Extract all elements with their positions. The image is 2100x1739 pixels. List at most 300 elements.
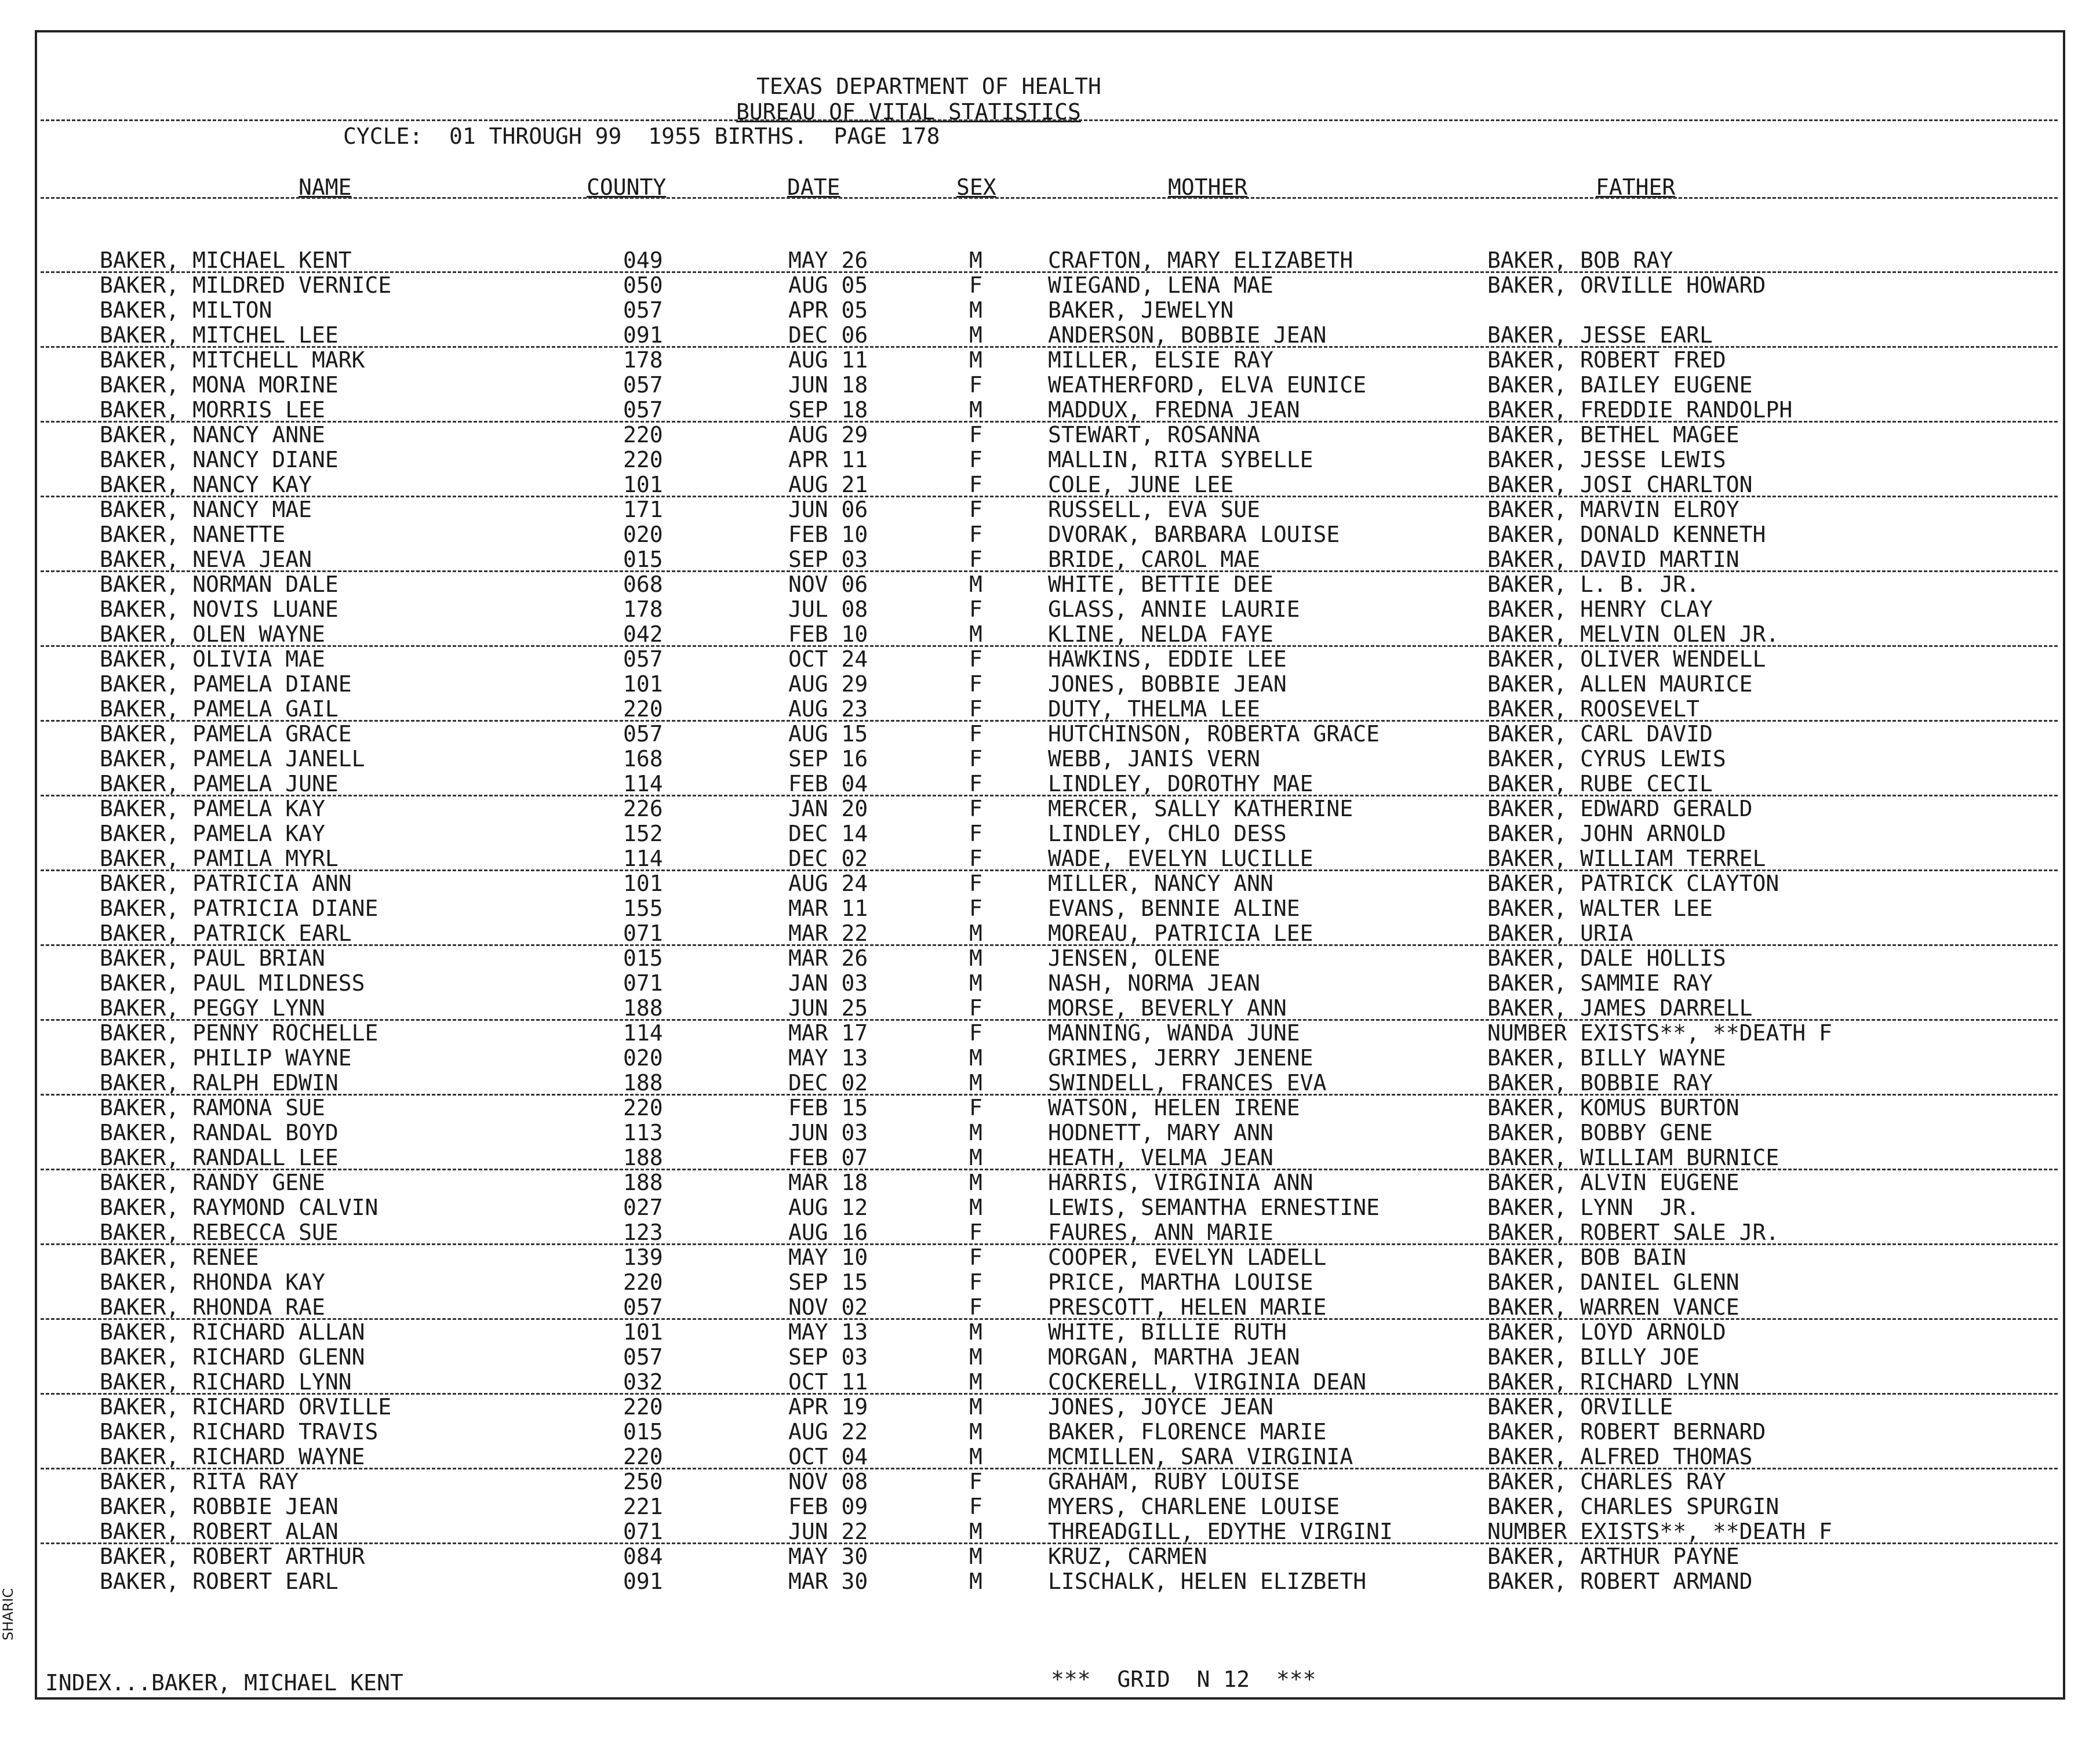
cell-name: BAKER, RHONDA RAE [100,1294,325,1320]
cell-father: BAKER, WILLIAM BURNICE [1487,1145,1779,1170]
cell-mother: MORSE, BEVERLY ANN [1048,995,1287,1021]
cell-father: BAKER, RICHARD LYNN [1487,1369,1739,1395]
table-row [0,1370,2100,1394]
cell-county: 084 [623,1544,663,1569]
cell-county: 015 [623,945,663,971]
header-rule [41,119,2058,121]
header-agency: TEXAS DEPARTMENT OF HEALTH [756,74,1101,99]
cell-father: BAKER, ORVILLE [1487,1394,1673,1420]
cell-mother: BAKER, FLORENCE MARIE [1048,1419,1327,1445]
cell-father: BAKER, ROOSEVELT [1487,696,1700,722]
table-row [0,1420,2100,1444]
cell-date: DEC 06 [788,322,868,348]
cell-name: BAKER, RALPH EDWIN [100,1070,339,1096]
cell-mother: WADE, EVELYN LUCILLE [1048,846,1313,871]
cell-date: FEB 09 [788,1494,868,1519]
cell-mother: BRIDE, CAROL MAE [1048,547,1261,572]
cell-father: BAKER, HENRY CLAY [1487,596,1713,622]
cell-sex: F [969,871,982,896]
table-row [0,971,2100,995]
cell-name: BAKER, REBECCA SUE [100,1220,339,1245]
cell-sex: M [969,1070,982,1096]
cell-mother: CRAFTON, MARY ELIZABETH [1048,248,1353,273]
cell-county: 220 [623,1444,663,1469]
cell-father: BAKER, ORVILLE HOWARD [1487,272,1766,298]
cell-name: BAKER, PAMELA GAIL [100,696,339,722]
cell-name: BAKER, ROBBIE JEAN [100,1494,339,1519]
cell-mother: LINDLEY, DOROTHY MAE [1048,771,1313,796]
cell-sex: F [969,995,982,1021]
cell-mother: JONES, JOYCE JEAN [1048,1394,1273,1420]
cell-county: 178 [623,347,663,373]
cell-date: FEB 10 [788,621,868,647]
col-header-sex: SEX [956,174,996,200]
cell-date: SEP 16 [788,746,868,772]
cell-father: BAKER, CHARLES SPURGIN [1487,1494,1779,1519]
cell-date: SEP 18 [788,397,868,423]
cell-name: BAKER, PAMILA MYRL [100,846,339,871]
cell-sex: F [969,1494,982,1519]
cell-name: BAKER, PAMELA KAY [100,796,325,821]
table-row [0,622,2100,646]
cell-date: MAY 13 [788,1319,868,1345]
cell-sex: M [969,297,982,323]
cell-mother: WEBB, JANIS VERN [1048,746,1261,772]
cell-sex: F [969,1020,982,1046]
side-stamp: SHARIC [0,1588,16,1640]
cell-mother: EVANS, BENNIE ALINE [1048,896,1300,921]
table-row [0,1469,2100,1494]
table-row [0,1445,2100,1469]
cell-county: 057 [623,646,663,672]
cell-county: 015 [623,547,663,572]
cell-county: 020 [623,522,663,547]
cell-name: BAKER, RHONDA KAY [100,1269,325,1295]
cell-mother: COLE, JUNE LEE [1048,472,1234,497]
cell-father: BAKER, WARREN VANCE [1487,1294,1739,1320]
cell-father: BAKER, LYNN JR. [1487,1195,1700,1220]
cell-mother: WIEGAND, LENA MAE [1048,272,1273,298]
cell-name: BAKER, MILDRED VERNICE [100,272,392,298]
cell-date: DEC 14 [788,821,868,846]
cell-county: 101 [623,472,663,497]
cell-father: BAKER, ARTHUR PAYNE [1487,1544,1739,1569]
cell-name: BAKER, NEVA JEAN [100,547,312,572]
cell-date: AUG 22 [788,1419,868,1445]
cell-mother: KRUZ, CARMEN [1048,1544,1207,1569]
cell-date: JUN 18 [788,372,868,398]
table-row [0,348,2100,372]
cell-name: BAKER, ROBERT ALAN [100,1519,339,1544]
cell-father: BAKER, BOB BAIN [1487,1245,1687,1270]
cell-county: 152 [623,821,663,846]
cell-sex: F [969,671,982,697]
header-cycle: CYCLE: 01 THROUGH 99 1955 BIRTHS. PAGE 178 [343,123,940,149]
table-row [0,1220,2100,1245]
cell-name: BAKER, PAMELA KAY [100,821,325,846]
cell-name: BAKER, NANETTE [100,522,286,547]
cell-father: BAKER, FREDDIE RANDOLPH [1487,397,1793,423]
cell-county: 015 [623,1419,663,1445]
cell-father: NUMBER EXISTS**, **DEATH F [1487,1519,1832,1544]
cell-mother: DVORAK, BARBARA LOUISE [1048,522,1340,547]
cell-county: 027 [623,1195,663,1220]
cell-date: OCT 24 [788,646,868,672]
cell-sex: M [969,322,982,348]
cell-father: BAKER, JOHN ARNOLD [1487,821,1726,846]
cell-date: MAY 26 [788,248,868,273]
cell-date: NOV 08 [788,1469,868,1494]
cell-sex: F [969,1469,982,1494]
cell-father: BAKER, BAILEY EUGENE [1487,372,1753,398]
cell-county: 220 [623,696,663,722]
cell-date: JUN 25 [788,995,868,1021]
cell-father: BAKER, ROBERT ARMAND [1487,1569,1753,1594]
cell-mother: RUSSELL, EVA SUE [1048,497,1261,522]
cell-date: AUG 23 [788,696,868,722]
cell-mother: MILLER, ELSIE RAY [1048,347,1273,373]
table-row [0,796,2100,821]
cell-sex: F [969,846,982,871]
cell-name: BAKER, PATRICIA ANN [100,871,352,896]
cell-county: 114 [623,1020,663,1046]
cell-father: BAKER, DONALD KENNETH [1487,522,1766,547]
cell-father: BAKER, SAMMIE RAY [1487,970,1713,996]
cell-sex: M [969,1444,982,1469]
cell-father: BAKER, MARVIN ELROY [1487,497,1739,522]
cell-county: 071 [623,921,663,946]
cell-date: JUL 08 [788,596,868,622]
cell-sex: M [969,1120,982,1145]
cell-name: BAKER, PAMELA JUNE [100,771,339,796]
cell-name: BAKER, RAYMOND CALVIN [100,1195,378,1220]
cell-sex: M [969,397,982,423]
cell-county: 020 [623,1045,663,1071]
cell-mother: JENSEN, OLENE [1048,945,1221,971]
cell-father: BAKER, ROBERT BERNARD [1487,1419,1766,1445]
table-row [0,547,2100,572]
cell-father: BAKER, JESSE EARL [1487,322,1713,348]
cell-father: BAKER, BOBBIE RAY [1487,1070,1713,1096]
cell-date: DEC 02 [788,846,868,871]
cell-name: BAKER, PHILIP WAYNE [100,1045,352,1071]
table-row [0,1195,2100,1220]
table-row [0,1569,2100,1594]
table-row [0,273,2100,297]
table-row [0,1395,2100,1419]
cell-mother: HARRIS, VIRGINIA ANN [1048,1170,1313,1195]
cell-father: BAKER, ROBERT SALE JR. [1487,1220,1779,1245]
cell-sex: M [969,248,982,273]
cell-father: BAKER, EDWARD GERALD [1487,796,1753,821]
cell-mother: PRICE, MARTHA LOUISE [1048,1269,1313,1295]
cell-county: 220 [623,1095,663,1120]
cell-date: SEP 03 [788,547,868,572]
cell-father: BAKER, WILLIAM TERREL [1487,846,1766,871]
cell-county: 057 [623,1294,663,1320]
cell-sex: F [969,596,982,622]
table-row [0,323,2100,347]
cell-sex: M [969,1369,982,1395]
cell-date: AUG 24 [788,871,868,896]
cell-sex: F [969,1220,982,1245]
cell-mother: GRAHAM, RUBY LOUISE [1048,1469,1300,1494]
cell-date: MAR 30 [788,1569,868,1594]
cell-date: JUN 03 [788,1120,868,1145]
cell-county: 101 [623,1319,663,1345]
cell-mother: MANNING, WANDA JUNE [1048,1020,1300,1046]
cell-sex: F [969,522,982,547]
cell-name: BAKER, PEGGY LYNN [100,995,325,1021]
cell-sex: F [969,547,982,572]
cell-father: BAKER, DANIEL GLENN [1487,1269,1739,1295]
cell-sex: M [969,621,982,647]
cell-sex: F [969,771,982,796]
cell-date: AUG 15 [788,721,868,747]
table-row [0,1071,2100,1095]
cell-name: BAKER, NANCY DIANE [100,447,339,472]
cell-county: 049 [623,248,663,273]
cell-sex: M [969,1569,982,1594]
cell-name: BAKER, ROBERT ARTHUR [100,1544,365,1569]
cell-father: BAKER, L. B. JR. [1487,572,1700,597]
cell-date: NOV 02 [788,1294,868,1320]
cell-date: AUG 12 [788,1195,868,1220]
cell-date: MAR 11 [788,896,868,921]
cell-father: BAKER, CHARLES RAY [1487,1469,1726,1494]
cell-mother: HAWKINS, EDDIE LEE [1048,646,1287,672]
cell-mother: MCMILLEN, SARA VIRGINIA [1048,1444,1353,1469]
cell-date: OCT 11 [788,1369,868,1395]
cell-father: BAKER, LOYD ARNOLD [1487,1319,1726,1345]
table-row [0,448,2100,472]
cell-name: BAKER, NOVIS LUANE [100,596,339,622]
table-row [0,722,2100,746]
cell-father: BAKER, RUBE CECIL [1487,771,1713,796]
cell-mother: HUTCHINSON, ROBERTA GRACE [1048,721,1380,747]
cell-county: 101 [623,871,663,896]
cell-county: 068 [623,572,663,597]
column-header-rule [41,197,2058,199]
cell-mother: GLASS, ANNIE LAURIE [1048,596,1300,622]
cell-sex: M [969,970,982,996]
cell-name: BAKER, RICHARD ALLAN [100,1319,365,1345]
cell-father: BAKER, BETHEL MAGEE [1487,422,1739,448]
cell-father: BAKER, DALE HOLLIS [1487,945,1726,971]
cell-sex: F [969,896,982,921]
cell-date: FEB 15 [788,1095,868,1120]
cell-date: FEB 07 [788,1145,868,1170]
table-row [0,946,2100,970]
table-row [0,1345,2100,1369]
table-row [0,1295,2100,1319]
cell-date: AUG 05 [788,272,868,298]
cell-county: 114 [623,771,663,796]
cell-sex: F [969,472,982,497]
cell-mother: MILLER, NANCY ANN [1048,871,1273,896]
cell-mother: THREADGILL, EDYTHE VIRGINI [1048,1519,1393,1544]
cell-mother: LEWIS, SEMANTHA ERNESTINE [1048,1195,1380,1220]
cell-county: 057 [623,397,663,423]
cell-date: AUG 29 [788,422,868,448]
cell-sex: M [969,1319,982,1345]
cell-county: 113 [623,1120,663,1145]
cell-county: 188 [623,1170,663,1195]
cell-county: 188 [623,995,663,1021]
cell-mother: MOREAU, PATRICIA LEE [1048,921,1313,946]
cell-county: 057 [623,372,663,398]
cell-county: 220 [623,422,663,448]
cell-mother: MORGAN, MARTHA JEAN [1048,1344,1300,1370]
cell-date: OCT 04 [788,1444,868,1469]
cell-date: MAY 10 [788,1245,868,1270]
cell-county: 091 [623,322,663,348]
cell-date: APR 05 [788,297,868,323]
cell-county: 032 [623,1369,663,1395]
cell-date: JUN 06 [788,497,868,522]
cell-date: MAR 22 [788,921,868,946]
col-header-father: FATHER [1596,174,1676,200]
table-row [0,298,2100,322]
table-row [0,1096,2100,1120]
cell-county: 220 [623,447,663,472]
cell-name: BAKER, NORMAN DALE [100,572,339,597]
table-row [0,1245,2100,1269]
cell-sex: M [969,1544,982,1569]
cell-sex: F [969,447,982,472]
cell-county: 114 [623,846,663,871]
table-row [0,522,2100,547]
cell-father: BAKER, BILLY JOE [1487,1344,1700,1370]
cell-name: BAKER, PENNY ROCHELLE [100,1020,378,1046]
cell-name: BAKER, RAMONA SUE [100,1095,325,1120]
cell-sex: F [969,1245,982,1270]
cell-mother: WEATHERFORD, ELVA EUNICE [1048,372,1367,398]
cell-mother: KLINE, NELDA FAYE [1048,621,1273,647]
cell-date: DEC 02 [788,1070,868,1096]
cell-mother: PRESCOTT, HELEN MARIE [1048,1294,1327,1320]
table-row [0,747,2100,771]
cell-mother: DUTY, THELMA LEE [1048,696,1261,722]
cell-sex: F [969,721,982,747]
cell-name: BAKER, MITCHELL MARK [100,347,365,373]
cell-sex: F [969,1095,982,1120]
cell-date: SEP 15 [788,1269,868,1295]
table-row [0,248,2100,272]
cell-county: 250 [623,1469,663,1494]
cell-mother: LISCHALK, HELEN ELIZBETH [1048,1569,1367,1594]
cell-sex: M [969,945,982,971]
cell-name: BAKER, ROBERT EARL [100,1569,339,1594]
cell-father: BAKER, BOB RAY [1487,248,1673,273]
cell-county: 188 [623,1070,663,1096]
table-row [0,697,2100,721]
cell-mother: FAURES, ANN MARIE [1048,1220,1273,1245]
cell-mother: MALLIN, RITA SYBELLE [1048,447,1313,472]
cell-county: 057 [623,297,663,323]
cell-sex: F [969,422,982,448]
cell-mother: WHITE, BILLIE RUTH [1048,1319,1287,1345]
cell-name: BAKER, PAUL MILDNESS [100,970,365,996]
cell-sex: M [969,1045,982,1071]
cell-mother: STEWART, ROSANNA [1048,422,1261,448]
cell-county: 171 [623,497,663,522]
cell-sex: F [969,821,982,846]
cell-name: BAKER, RANDALL LEE [100,1145,339,1170]
cell-county: 139 [623,1245,663,1270]
cell-mother: SWINDELL, FRANCES EVA [1048,1070,1327,1096]
cell-sex: F [969,372,982,398]
cell-mother: WHITE, BETTIE DEE [1048,572,1273,597]
table-row [0,996,2100,1020]
cell-father: BAKER, PATRICK CLAYTON [1487,871,1779,896]
cell-name: BAKER, MITCHEL LEE [100,322,339,348]
cell-father: BAKER, OLIVER WENDELL [1487,646,1766,672]
cell-mother: MERCER, SALLY KATHERINE [1048,796,1353,821]
cell-name: BAKER, RITA RAY [100,1469,299,1494]
cell-name: BAKER, PAMELA JANELL [100,746,365,772]
cell-county: 226 [623,796,663,821]
cell-sex: M [969,1145,982,1170]
cell-father: BAKER, DAVID MARTIN [1487,547,1739,572]
cell-mother: NASH, NORMA JEAN [1048,970,1261,996]
cell-mother: MYERS, CHARLENE LOUISE [1048,1494,1340,1519]
cell-name: BAKER, OLEN WAYNE [100,621,325,647]
cell-sex: F [969,1294,982,1320]
cell-date: APR 19 [788,1394,868,1420]
cell-mother: WATSON, HELEN IRENE [1048,1095,1300,1120]
cell-county: 155 [623,896,663,921]
cell-name: BAKER, MONA MORINE [100,372,339,398]
cell-mother: GRIMES, JERRY JENENE [1048,1045,1313,1071]
table-row [0,846,2100,871]
cell-county: 057 [623,721,663,747]
cell-date: JAN 20 [788,796,868,821]
cell-county: 178 [623,596,663,622]
cell-mother: MADDUX, FREDNA JEAN [1048,397,1300,423]
table-row [0,398,2100,422]
table-row [0,1270,2100,1294]
cell-name: BAKER, RANDY GENE [100,1170,325,1195]
cell-date: JAN 03 [788,970,868,996]
cell-date: MAR 18 [788,1170,868,1195]
cell-father: BAKER, KOMUS BURTON [1487,1095,1739,1120]
cell-sex: F [969,646,982,672]
table-row [0,647,2100,671]
cell-father: BAKER, BILLY WAYNE [1487,1045,1726,1071]
table-row [0,1519,2100,1544]
table-row [0,1120,2100,1145]
table-row [0,1145,2100,1170]
table-row [0,572,2100,596]
cell-county: 042 [623,621,663,647]
cell-father: BAKER, JESSE LEWIS [1487,447,1726,472]
table-row [0,1046,2100,1070]
col-header-county: COUNTY [587,174,667,200]
col-header-date: DATE [787,174,840,200]
cell-name: BAKER, MICHAEL KENT [100,248,352,273]
table-row [0,1170,2100,1195]
col-header-name: NAME [299,174,352,200]
cell-sex: M [969,921,982,946]
cell-father: BAKER, ALVIN EUGENE [1487,1170,1739,1195]
cell-name: BAKER, RICHARD LYNN [100,1369,352,1395]
table-row [0,772,2100,796]
cell-county: 057 [623,1344,663,1370]
cell-name: BAKER, OLIVIA MAE [100,646,325,672]
cell-date: MAY 30 [788,1544,868,1569]
cell-date: AUG 11 [788,347,868,373]
